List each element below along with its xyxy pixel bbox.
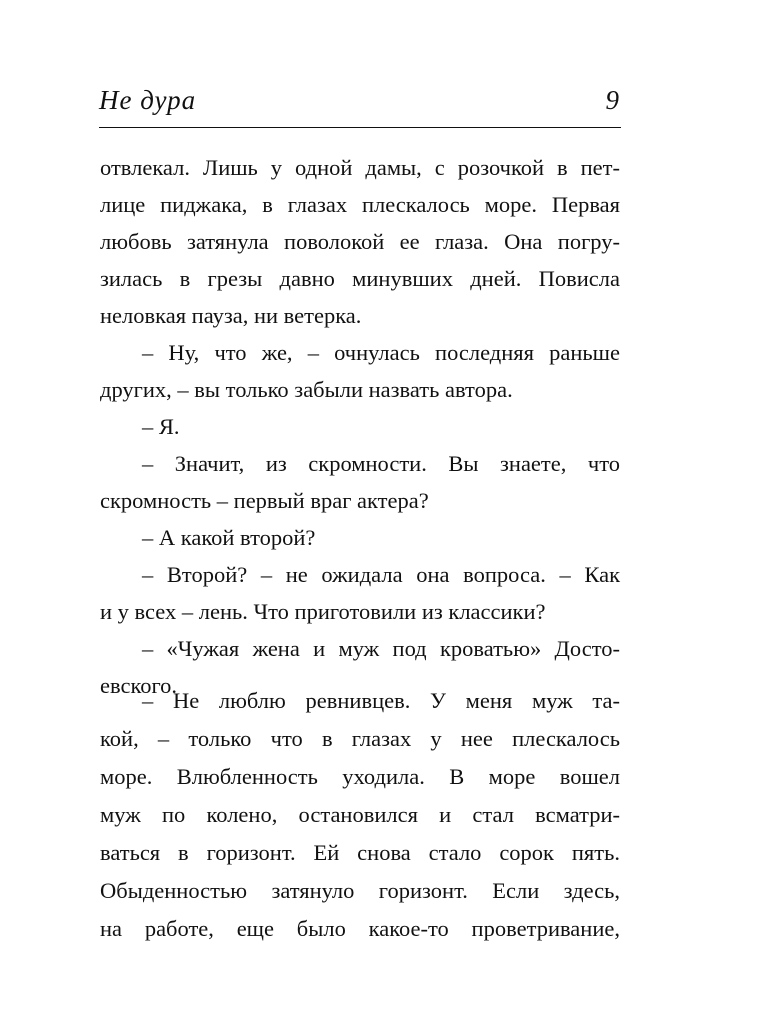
running-head: [99, 82, 621, 118]
text-line: – Второй? – не ожидала она вопроса. – Как: [142, 562, 620, 587]
text-line: Обыденностью затянуло горизонт. Если здесь,: [100, 878, 620, 903]
text-line: ваться в горизонт. Ей снова стало сорок пять.: [100, 840, 620, 865]
text-line: кой, – только что в глазах у нее плескалось: [100, 726, 620, 751]
running-title: Не дура: [99, 85, 197, 115]
text-line: любовь затянула поволокой ее глаза. Она погру-: [100, 229, 620, 254]
text-line: – А какой второй?: [142, 525, 316, 550]
text-line: муж по колено, остановился и стал всматри-: [100, 802, 620, 827]
text-line: отвлекал. Лишь у одной дамы, с розочкой в пет-: [100, 155, 620, 180]
text-line: скромность – первый враг актера?: [100, 488, 429, 513]
text-line: – Ну, что же, – очнулась последняя раньше: [142, 340, 620, 365]
text-line: неловкая пауза, ни ветерка.: [100, 303, 362, 328]
text-line: зилась в грезы давно минувших дней. Повисла: [100, 266, 620, 291]
header-rule-divider: [99, 127, 621, 128]
text-line: других, – вы только забыли назвать автора.: [100, 377, 513, 402]
text-line: и у всех – лень. Что приготовили из классики?: [100, 599, 546, 624]
text-line: – Я.: [142, 414, 180, 439]
text-line: – Не люблю ревнивцев. У меня муж та-: [142, 688, 620, 713]
text-line: – «Чужая жена и муж под кроватью» Досто-: [142, 636, 620, 661]
text-line: – Значит, из скромности. Вы знаете, что: [142, 451, 620, 476]
text-line: на работе, еще было какое-то проветривание,: [100, 916, 620, 941]
text-line: лице пиджака, в глазах плескалось море. Первая: [100, 192, 620, 217]
page-number: 9: [605, 85, 619, 115]
text-line: евского.: [100, 673, 178, 698]
text-line: море. Влюбленность уходила. В море вошел: [100, 764, 620, 789]
